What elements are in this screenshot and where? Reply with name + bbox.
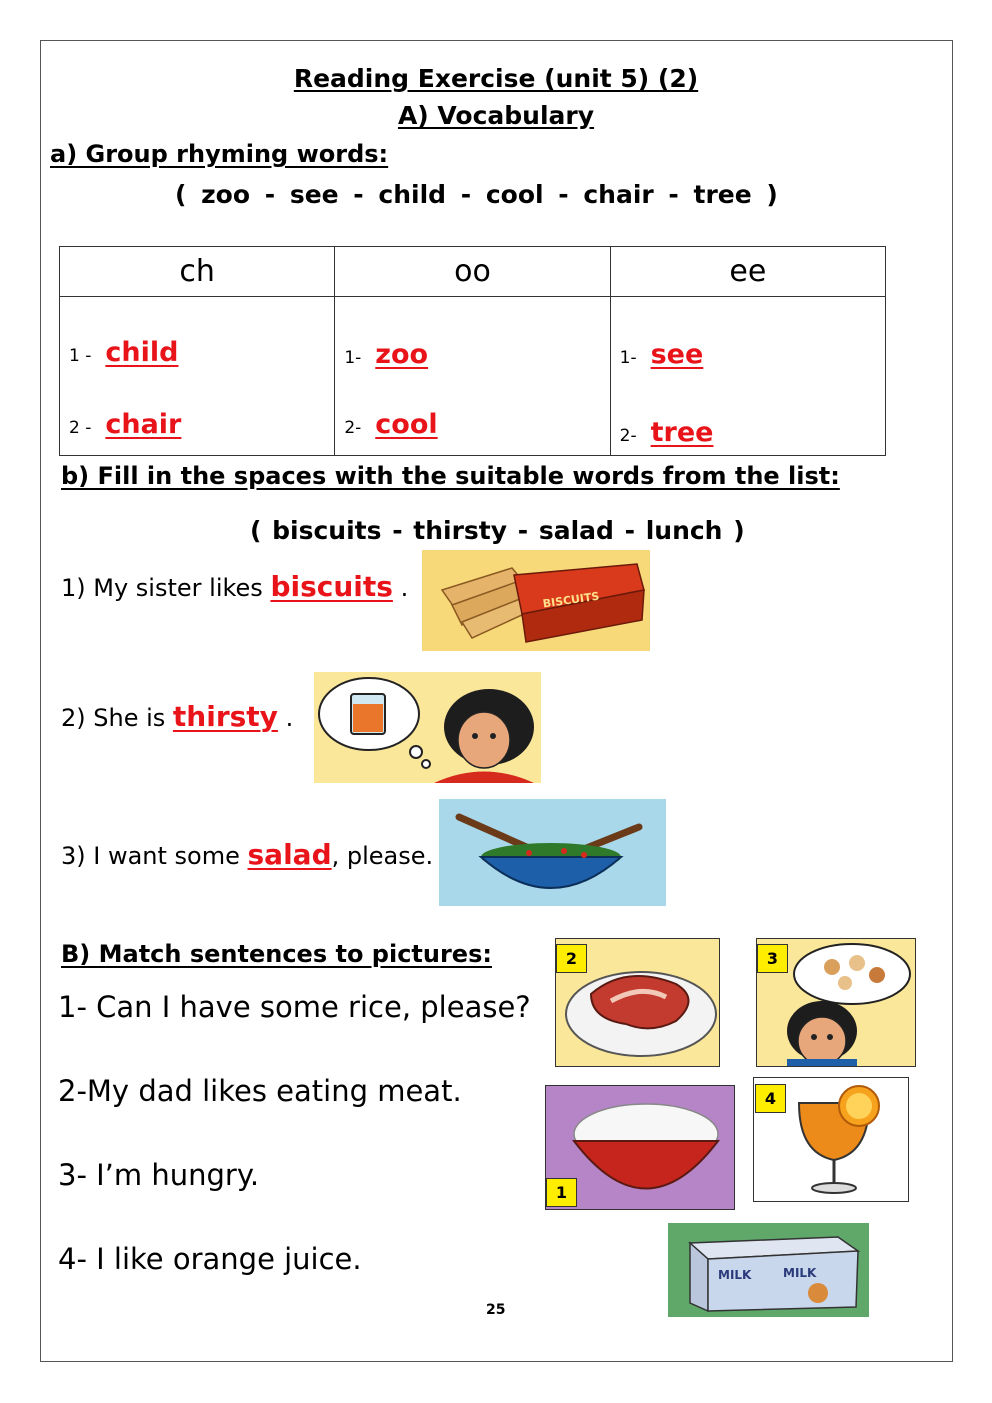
part-b-word-list: ( biscuits - thirsty - salad - lunch ) <box>250 516 745 545</box>
table-row: 2- cool <box>344 409 438 440</box>
table-row: 1- see <box>619 339 704 370</box>
part-b-heading: b) Fill in the spaces with the suitable words from the list: <box>61 462 840 490</box>
table-cell-ee <box>610 297 885 456</box>
fill-sentence-3: 3) I want some salad, please. <box>61 838 434 871</box>
answer-word: cool <box>375 409 438 440</box>
milk-label-2: MILK <box>783 1266 817 1280</box>
page-title: Reading Exercise (unit 5) (2) <box>293 64 699 93</box>
thirsty-girl-picture <box>314 672 541 783</box>
biscuits-picture <box>422 550 650 651</box>
picture-tag-2: 2 <box>556 944 587 973</box>
table-row: 2 - chair <box>69 409 182 440</box>
rhyme-table <box>59 246 886 456</box>
biscuit-box-label: BISCUITS <box>541 589 601 611</box>
match-sentence-1: 1- Can I have some rice, please? <box>58 990 531 1024</box>
match-sentence-4: 4- I like orange juice. <box>58 1242 362 1276</box>
fill-sentence-1: 1) My sister likes biscuits . <box>61 570 409 603</box>
table-row: 2- tree <box>619 417 714 448</box>
picture-tag-4: 4 <box>755 1084 786 1113</box>
match-sentence-3: 3- I’m hungry. <box>58 1158 260 1192</box>
fill-sentence-2: 2) She is thirsty . <box>61 700 294 733</box>
answer-word: chair <box>105 409 182 440</box>
answer-word: tree <box>650 417 714 448</box>
section-b-heading: B) Match sentences to pictures: <box>61 940 492 968</box>
picture-tag-3: 3 <box>757 944 788 973</box>
milk-label-1: MILK <box>718 1268 752 1282</box>
answer-word: see <box>650 339 704 370</box>
part-a-word-list: ( zoo - see - child - cool - chair - tree ) <box>175 180 778 209</box>
answer-word: salad <box>247 838 332 871</box>
table-cell-oo <box>335 297 610 456</box>
answer-word: biscuits <box>270 570 393 603</box>
salad-picture <box>439 799 666 906</box>
milk-carton-picture <box>668 1223 869 1317</box>
page-number: 25 <box>486 1302 506 1318</box>
answer-word: thirsty <box>172 700 278 733</box>
answer-word: child <box>105 337 179 368</box>
table-row: 1 - child <box>69 337 179 368</box>
answer-word: zoo <box>375 339 429 370</box>
table-row: 1- zoo <box>344 339 429 370</box>
table-header-ch: ch <box>60 247 335 297</box>
part-a-heading: a) Group rhyming words: <box>50 140 389 168</box>
match-sentence-2: 2-My dad likes eating meat. <box>58 1074 462 1108</box>
table-cell-ch <box>60 297 335 456</box>
picture-tag-1: 1 <box>546 1178 577 1207</box>
table-header-oo: oo <box>335 247 610 297</box>
section-a-heading: A) Vocabulary <box>397 101 595 130</box>
table-header-ee: ee <box>610 247 885 297</box>
